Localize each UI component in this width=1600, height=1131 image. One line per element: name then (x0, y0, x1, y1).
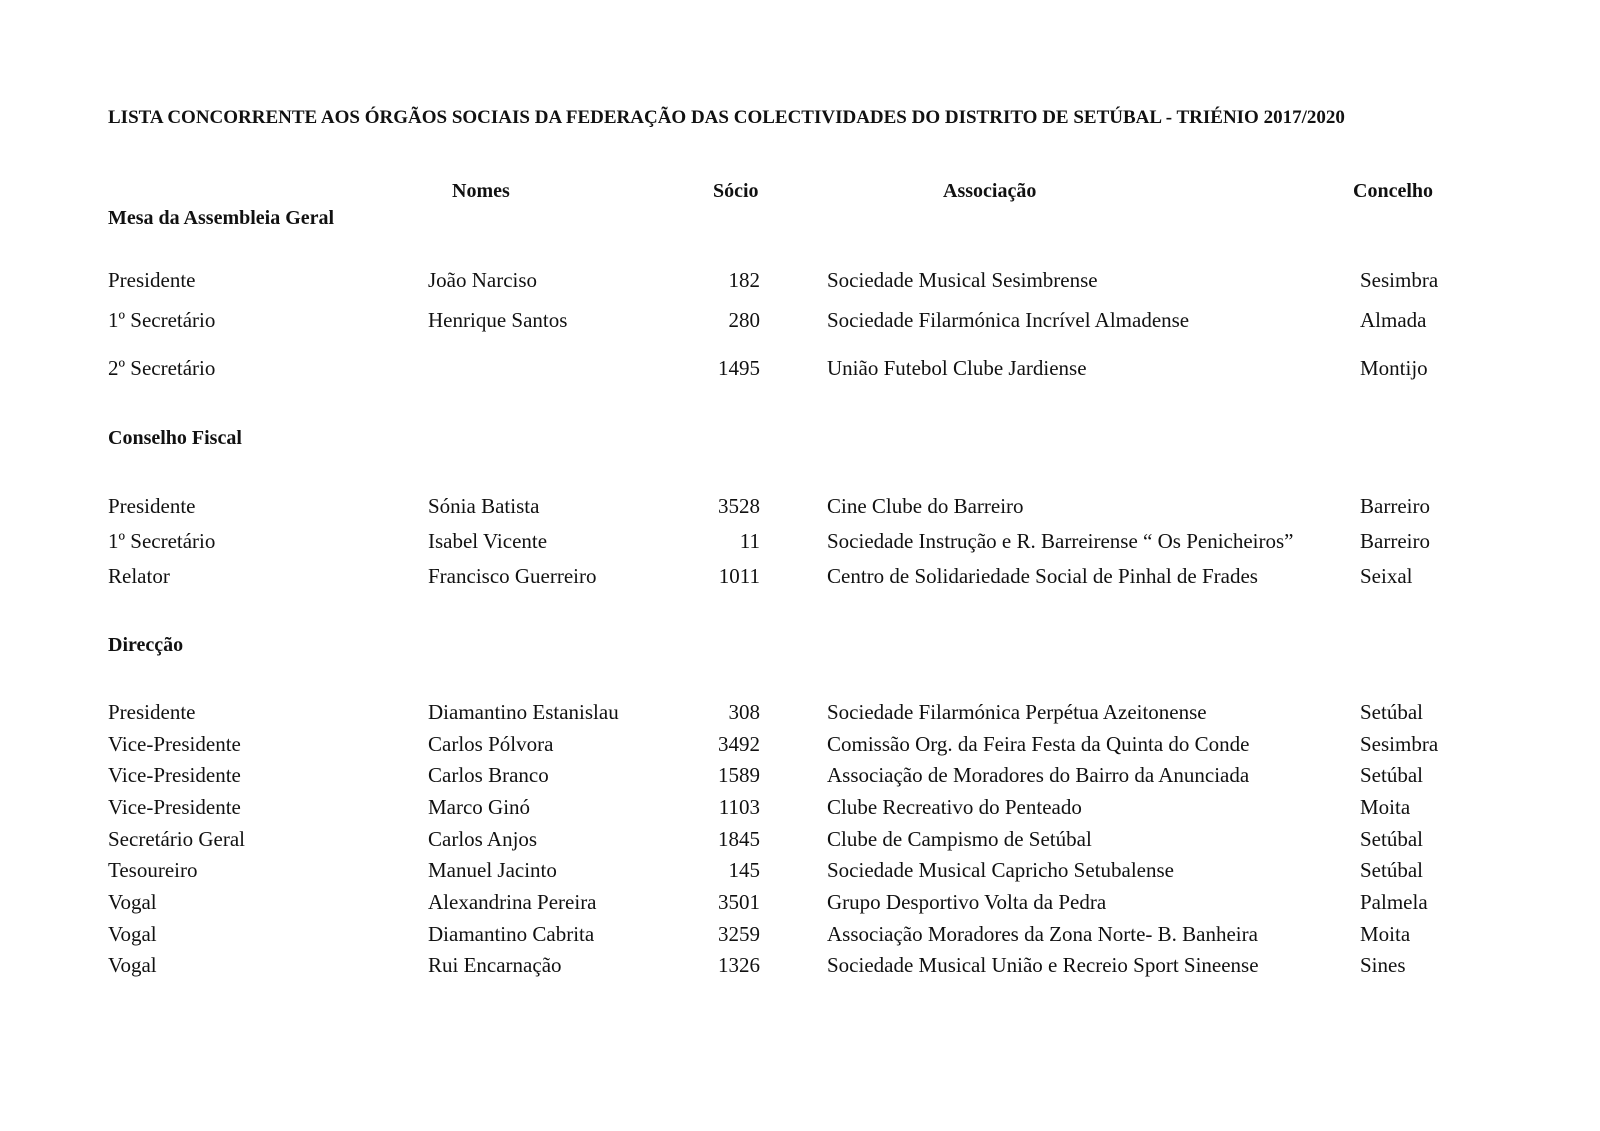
table-row (0, 494, 1600, 520)
name-cell: Rui Encarnação (428, 953, 562, 977)
role-cell: 1º Secretário (108, 529, 216, 553)
concelho-cell: Montijo (1360, 356, 1428, 380)
role-cell: Presidente (108, 700, 196, 724)
associacao-cell: Associação Moradores da Zona Norte- B. Banheira (827, 922, 1258, 946)
role-cell: Relator (108, 564, 170, 588)
associacao-cell: Sociedade Filarmónica Perpétua Azeitonense (827, 700, 1207, 724)
concelho-cell: Palmela (1360, 890, 1428, 914)
table-row (0, 795, 1600, 821)
associacao-cell: Centro de Solidariedade Social de Pinhal de Frades (827, 564, 1258, 588)
header-concelho: Concelho (1353, 180, 1433, 202)
concelho-cell: Setúbal (1360, 827, 1423, 851)
role-cell: Presidente (108, 268, 196, 292)
table-row (0, 268, 1600, 294)
table-row (0, 700, 1600, 726)
name-cell: João Narciso (428, 268, 538, 292)
concelho-cell: Almada (1360, 308, 1427, 332)
concelho-cell: Setúbal (1360, 763, 1423, 787)
section-title-direccao: Direcção (108, 634, 184, 656)
associacao-cell: Associação de Moradores do Bairro da Anunciada (827, 763, 1250, 787)
concelho-cell: Barreiro (1360, 494, 1430, 518)
name-cell: Manuel Jacinto (428, 858, 557, 882)
socio-cell: 3492 (718, 732, 760, 756)
name-cell: Diamantino Cabrita (428, 922, 595, 946)
associacao-cell: Sociedade Instrução e R. Barreirense “ Os Penicheiros” (827, 529, 1294, 553)
role-cell: Vogal (108, 890, 157, 914)
section-title-mesa: Mesa da Assembleia Geral (108, 207, 335, 229)
associacao-cell: Sociedade Filarmónica Incrível Almadense (827, 308, 1190, 332)
table-row (0, 858, 1600, 884)
socio-cell: 1011 (718, 564, 760, 588)
table-row (0, 564, 1600, 590)
name-cell: Carlos Branco (428, 763, 549, 787)
socio-cell: 308 (728, 700, 760, 724)
concelho-cell: Setúbal (1360, 858, 1423, 882)
socio-cell: 3501 (718, 890, 760, 914)
name-cell: Carlos Pólvora (428, 732, 554, 756)
name-cell: Marco Ginó (428, 795, 531, 819)
name-cell: Francisco Guerreiro (428, 564, 597, 588)
socio-cell: 1845 (718, 827, 760, 851)
associacao-cell: Clube Recreativo do Penteado (827, 795, 1082, 819)
name-cell: Henrique Santos (428, 308, 568, 332)
role-cell: Vice-Presidente (108, 763, 241, 787)
socio-cell: 145 (728, 858, 760, 882)
table-row (0, 308, 1600, 334)
role-cell: Vice-Presidente (108, 732, 241, 756)
socio-cell: 3259 (718, 922, 760, 946)
table-row (0, 763, 1600, 789)
table-row (0, 922, 1600, 948)
socio-cell: 11 (739, 529, 760, 553)
concelho-cell: Moita (1360, 922, 1411, 946)
associacao-cell: Sociedade Musical União e Recreio Sport Sineense (827, 953, 1259, 977)
socio-cell: 280 (728, 308, 760, 332)
concelho-cell: Moita (1360, 795, 1411, 819)
name-cell: Alexandrina Pereira (428, 890, 597, 914)
socio-cell: 1103 (718, 795, 760, 819)
document-title: LISTA CONCORRENTE AOS ÓRGÃOS SOCIAIS DA FEDERAÇÃO DAS COLECTIVIDADES DO DISTRITO DE SETÚBAL - TRIÉNIO 2017/2020 (108, 107, 1345, 128)
name-cell: Sónia Batista (428, 494, 540, 518)
socio-cell: 1589 (718, 763, 760, 787)
header-nomes: Nomes (452, 180, 510, 202)
associacao-cell: Comissão Org. da Feira Festa da Quinta do Conde (827, 732, 1250, 756)
table-row (0, 827, 1600, 853)
concelho-cell: Barreiro (1360, 529, 1430, 553)
associacao-cell: Cine Clube do Barreiro (827, 494, 1024, 518)
name-cell: Carlos Anjos (428, 827, 538, 851)
name-cell: Isabel Vicente (428, 529, 548, 553)
socio-cell: 3528 (718, 494, 760, 518)
table-row (0, 953, 1600, 979)
concelho-cell: Sesimbra (1360, 732, 1439, 756)
header-socio: Sócio (713, 180, 759, 202)
section-title-conselho-fiscal: Conselho Fiscal (108, 427, 242, 449)
associacao-cell: União Futebol Clube Jardiense (827, 356, 1087, 380)
table-row (0, 529, 1600, 555)
concelho-cell: Seixal (1360, 564, 1413, 588)
socio-cell: 1326 (718, 953, 760, 977)
header-associacao: Associação (943, 180, 1037, 202)
role-cell: Tesoureiro (108, 858, 198, 882)
concelho-cell: Setúbal (1360, 700, 1423, 724)
concelho-cell: Sesimbra (1360, 268, 1439, 292)
socio-cell: 182 (728, 268, 760, 292)
concelho-cell: Sines (1360, 953, 1406, 977)
associacao-cell: Sociedade Musical Sesimbrense (827, 268, 1098, 292)
name-cell: Diamantino Estanislau (428, 700, 619, 724)
associacao-cell: Grupo Desportivo Volta da Pedra (827, 890, 1107, 914)
socio-cell: 1495 (718, 356, 760, 380)
associacao-cell: Sociedade Musical Capricho Setubalense (827, 858, 1174, 882)
table-row (0, 732, 1600, 758)
role-cell: 2º Secretário (108, 356, 216, 380)
role-cell: Presidente (108, 494, 196, 518)
role-cell: 1º Secretário (108, 308, 216, 332)
table-row (0, 356, 1600, 382)
role-cell: Secretário Geral (108, 827, 246, 851)
associacao-cell: Clube de Campismo de Setúbal (827, 827, 1092, 851)
role-cell: Vogal (108, 922, 157, 946)
role-cell: Vice-Presidente (108, 795, 241, 819)
role-cell: Vogal (108, 953, 157, 977)
table-row (0, 890, 1600, 916)
